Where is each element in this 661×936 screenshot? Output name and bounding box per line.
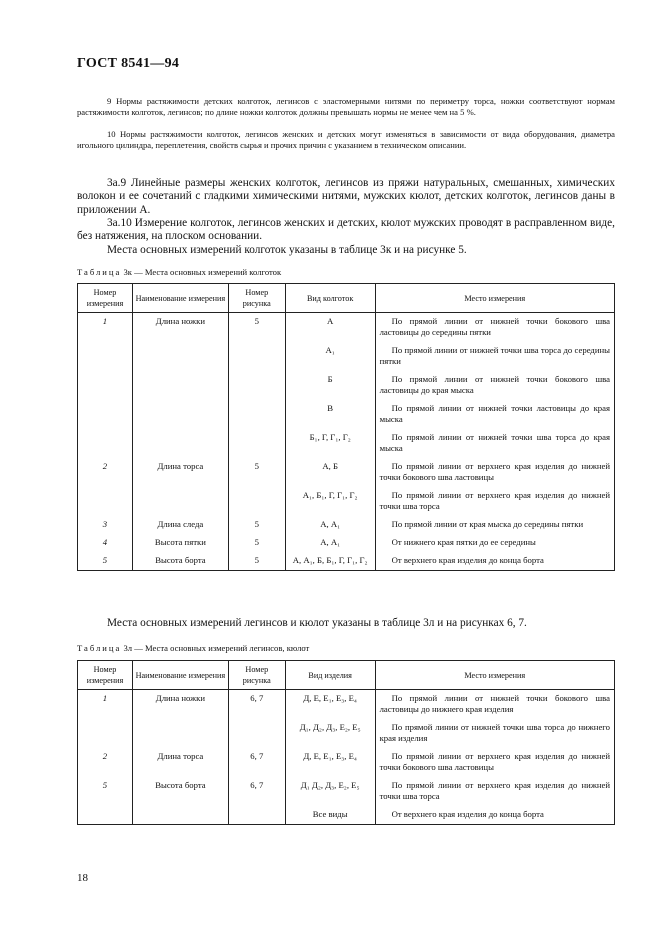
table-row [78, 342, 615, 371]
table-row [78, 552, 615, 571]
header-measure-name: Наименование измерения [132, 284, 228, 313]
table-row [78, 748, 615, 777]
table-3k-caption-text: 3к — Места основных измерений колготок [123, 267, 282, 277]
cell-type: Б [285, 371, 375, 400]
header-tights-type: Вид колготок [285, 284, 375, 313]
cell-place: От верхнего края изделия до конца борта [375, 552, 614, 571]
header-product-type: Вид изделия [285, 661, 375, 690]
header-measure-place: Место измерения [375, 661, 614, 690]
cell-name: Высота пятки [132, 534, 228, 552]
cell-type: А [285, 313, 375, 343]
cell-place: По прямой линии от нижней точки ластовицы до края мыска [375, 400, 614, 429]
note-10: 10 Нормы растяжимости колготок, легинсов женских и детских могут изменяться в зависимости от вида оборудования, диаметра игольного цилиндра, переплетения, свойств сырья и прочих причин с указанием в техническом описании. [77, 129, 615, 150]
cell-fig [228, 429, 285, 458]
cell-type: Д, Е, Е₁, Е₃, Е₄ [285, 690, 375, 720]
table-3k-header-row [78, 284, 615, 313]
cell-num [78, 719, 133, 748]
document-header: ГОСТ 8541—94 [77, 56, 180, 71]
cell-place: По прямой линии от нижней точки шва торса до нижнего края изделия [375, 719, 614, 748]
cell-name [132, 429, 228, 458]
table-row [78, 777, 615, 806]
header-figure-number: Номер рисунка [228, 284, 285, 313]
cell-num: 2 [78, 748, 133, 777]
cell-fig: 6, 7 [228, 748, 285, 777]
cell-name: Длина следа [132, 516, 228, 534]
cell-num: 5 [78, 777, 133, 806]
cell-fig [228, 719, 285, 748]
header-figure-number: Номер рисунка [228, 661, 285, 690]
cell-name: Высота борта [132, 777, 228, 806]
cell-fig: 5 [228, 313, 285, 343]
cell-type: Б₁, Г, Г₁, Г₂ [285, 429, 375, 458]
table-3k [77, 283, 615, 571]
cell-num [78, 371, 133, 400]
cell-num: 3 [78, 516, 133, 534]
header-measure-number: Номер измерения [78, 661, 133, 690]
table-3l-caption-lead: Таблица [77, 643, 122, 653]
paragraph-table-3l-ref: Места основных измерений легинсов и кюлот указаны в таблице 3л и на рисунках 6, 7. [107, 617, 527, 629]
paragraph-table-3k-ref: Места основных измерений колготок указаны в таблице 3к и на рисунке 5. [107, 244, 467, 256]
cell-type: А₁, Б₁, Г, Г₁, Г₂ [285, 487, 375, 516]
cell-type: Д, Е, Е₁, Е₃, Е₄ [285, 748, 375, 777]
cell-name: Длина торса [132, 458, 228, 487]
table-row [78, 313, 615, 343]
cell-fig: 5 [228, 516, 285, 534]
table-3l-header-row [78, 661, 615, 690]
cell-type: В [285, 400, 375, 429]
cell-num [78, 400, 133, 429]
cell-num: 5 [78, 552, 133, 571]
cell-place: По прямой линии от нижней точки шва торса до середины пятки [375, 342, 614, 371]
cell-name [132, 806, 228, 825]
cell-num [78, 429, 133, 458]
cell-type: А, А₁ [285, 534, 375, 552]
cell-type: Все виды [285, 806, 375, 825]
paragraph-3a10: 3а.10 Измерение колготок, легинсов женских и детских, кюлот мужских проводят в расправленном виде, без натяжения, на плоском основании. [77, 217, 615, 243]
cell-fig [228, 487, 285, 516]
cell-type: А, А₁, Б, Б₁, Г, Г₁, Г₂ [285, 552, 375, 571]
cell-fig: 6, 7 [228, 690, 285, 720]
cell-num [78, 806, 133, 825]
table-row [78, 400, 615, 429]
cell-type: А₁ [285, 342, 375, 371]
cell-fig [228, 400, 285, 429]
cell-place: По прямой линии от верхнего края изделия до нижней точки бокового шва ластовицы [375, 748, 614, 777]
table-row [78, 516, 615, 534]
cell-place: По прямой линии от нижней точки бокового шва ластовицы до нижнего края изделия [375, 690, 614, 720]
cell-name [132, 400, 228, 429]
cell-num: 1 [78, 313, 133, 343]
table-row [78, 487, 615, 516]
cell-num: 1 [78, 690, 133, 720]
cell-place: По прямой линии от верхнего края изделия до нижней точки бокового шва ластовицы [375, 458, 614, 487]
table-row [78, 371, 615, 400]
header-measure-number: Номер измерения [78, 284, 133, 313]
table-row [78, 690, 615, 720]
cell-name: Длина ножки [132, 690, 228, 720]
cell-name [132, 371, 228, 400]
cell-num: 4 [78, 534, 133, 552]
cell-place: По прямой линии от нижней точки бокового шва ластовицы до середины пятки [375, 313, 614, 343]
cell-name: Длина ножки [132, 313, 228, 343]
table-row [78, 719, 615, 748]
cell-num [78, 342, 133, 371]
cell-fig [228, 806, 285, 825]
cell-place: По прямой линии от нижней точки шва торса до края мыска [375, 429, 614, 458]
table-row [78, 806, 615, 825]
cell-place: По прямой линии от верхнего края изделия до нижней точки шва торса [375, 777, 614, 806]
cell-num [78, 487, 133, 516]
cell-fig: 5 [228, 552, 285, 571]
cell-place: По прямой линии от верхнего края изделия до нижней точки шва торса [375, 487, 614, 516]
paragraph-3a9: 3а.9 Линейные размеры женских колготок, легинсов из пряжи натуральных, смешанных, химических волокон и ее сочетаний с гладкими химическими нитями, мужских кюлот, детских колготок, легинсов даны в приложении А. [77, 177, 615, 216]
cell-type: Д₁, Д₂, Д₃, Е₂, Е₅ [285, 719, 375, 748]
cell-name: Длина торса [132, 748, 228, 777]
cell-type: А, Б [285, 458, 375, 487]
page-number: 18 [77, 872, 88, 884]
table-3k-caption-lead: Таблица [77, 267, 122, 277]
cell-place: По прямой линии от края мыска до середины пятки [375, 516, 614, 534]
cell-fig [228, 371, 285, 400]
table-row [78, 458, 615, 487]
table-3l-caption [77, 643, 309, 653]
table-3l-caption-text: 3л — Места основных измерений легинсов, кюлот [123, 643, 310, 653]
cell-num: 2 [78, 458, 133, 487]
cell-fig: 6, 7 [228, 777, 285, 806]
cell-name [132, 487, 228, 516]
cell-fig: 5 [228, 534, 285, 552]
cell-place: По прямой линии от нижней точки бокового шва ластовицы до края мыска [375, 371, 614, 400]
cell-place: От верхнего края изделия до конца борта [375, 806, 614, 825]
cell-name [132, 719, 228, 748]
cell-name: Высота борта [132, 552, 228, 571]
table-row [78, 534, 615, 552]
table-3l [77, 660, 615, 825]
header-measure-place: Место измерения [375, 284, 614, 313]
table-3k-caption [77, 267, 281, 277]
note-9: 9 Нормы растяжимости детских колготок, легинсов с эластомерными нитями по периметру торса, ножки соответствуют нормам растяжимости колготок, легинсов; по длине ножки колготок должны превышать нормы не менее чем на 5 %. [77, 96, 615, 117]
cell-type: Д₁ Д₂, Д₃, Е₂, Е₅ [285, 777, 375, 806]
cell-type: А, А₁ [285, 516, 375, 534]
cell-place: От нижнего края пятки до ее середины [375, 534, 614, 552]
table-row [78, 429, 615, 458]
cell-name [132, 342, 228, 371]
cell-fig [228, 342, 285, 371]
cell-fig: 5 [228, 458, 285, 487]
header-measure-name: Наименование измерения [132, 661, 228, 690]
